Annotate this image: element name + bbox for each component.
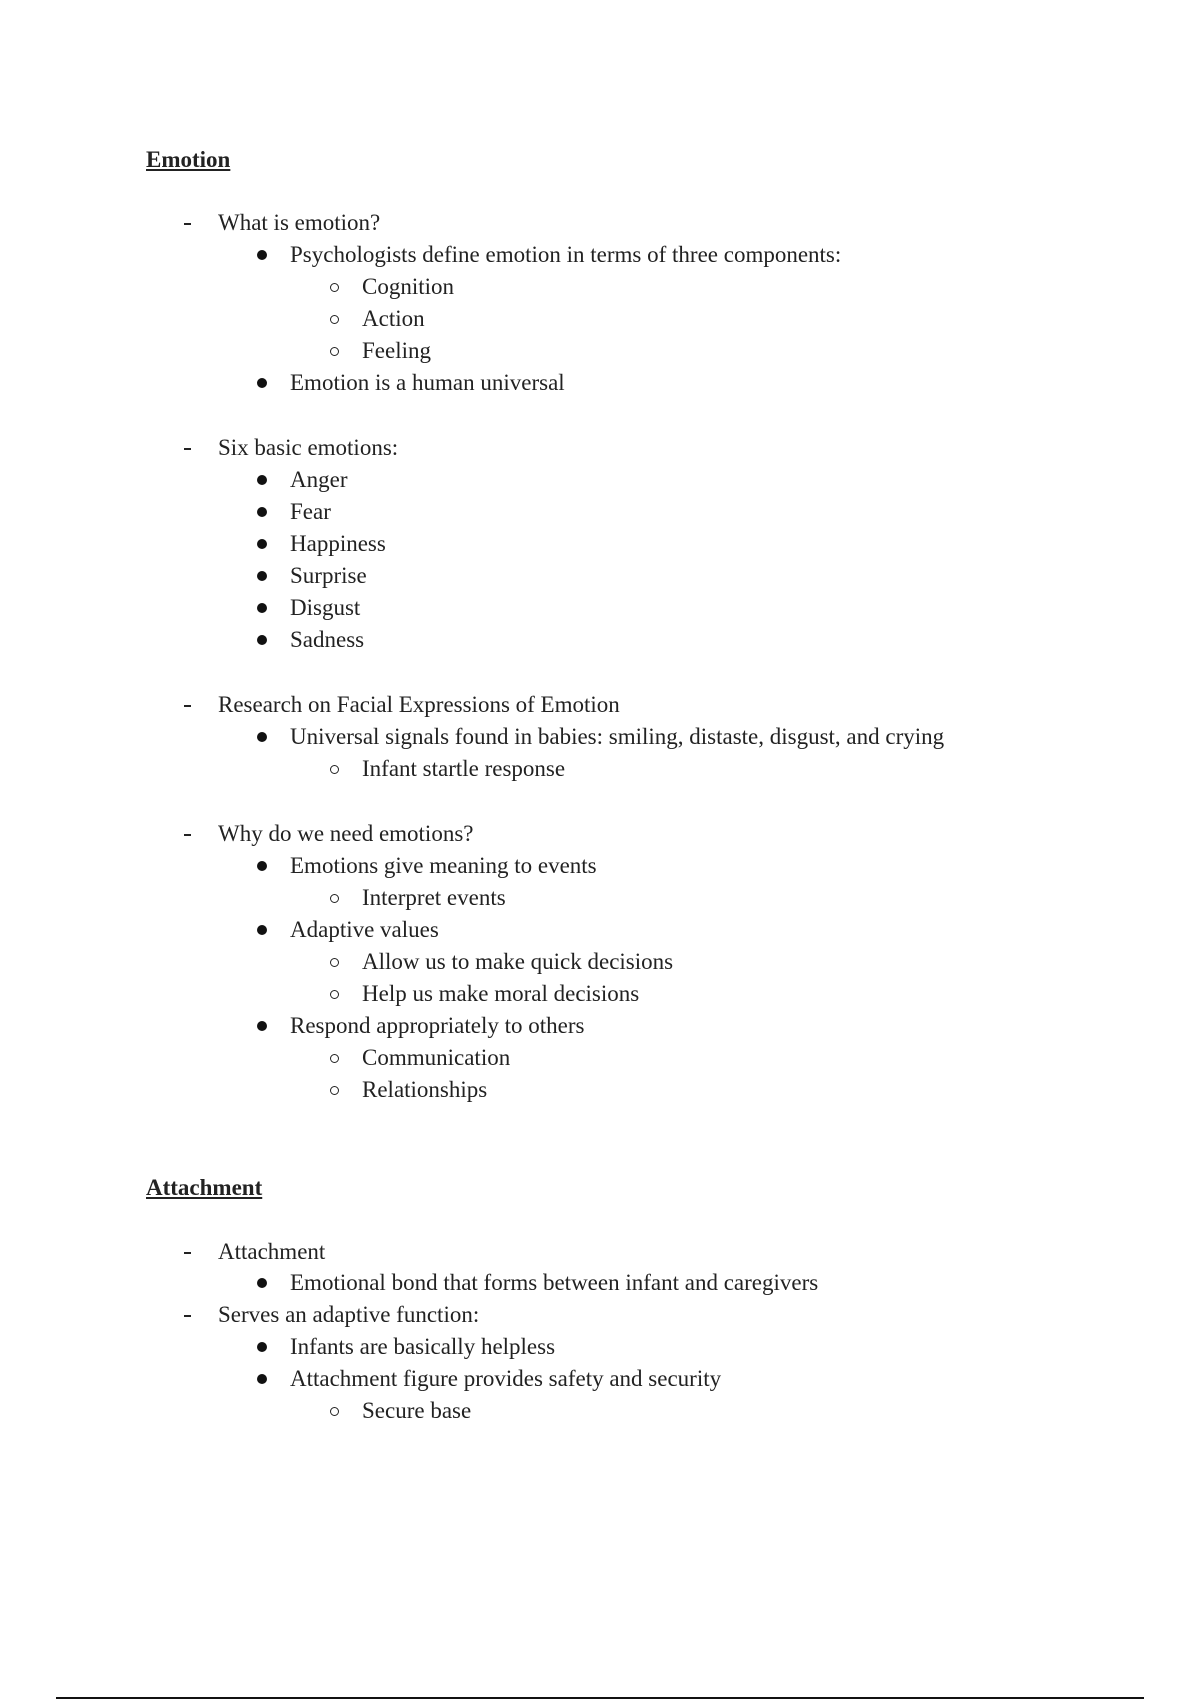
list-item <box>290 367 565 399</box>
list-item-text: Why do we need emotions? <box>218 821 474 846</box>
list-item <box>362 978 639 1010</box>
disc-bullet-icon <box>257 925 267 935</box>
list-item <box>290 496 331 528</box>
list-item <box>218 1236 325 1268</box>
list-item <box>290 592 360 624</box>
list-item <box>218 1299 479 1331</box>
list-item-text: Universal signals found in babies: smiling, distaste, disgust, and crying <box>290 724 945 749</box>
list-item-text: Six basic emotions: <box>218 435 399 460</box>
list-item-text: Surprise <box>290 563 367 588</box>
list-item-text: Anger <box>290 467 348 492</box>
disc-bullet-icon <box>257 1021 267 1031</box>
list-item-text: Adaptive values <box>290 917 439 942</box>
page-bottom-rule <box>56 1697 1144 1699</box>
list-item <box>290 1010 584 1042</box>
list-item <box>218 207 380 239</box>
dash-bullet-icon <box>184 1315 191 1317</box>
list-item-text: Sadness <box>290 627 365 652</box>
list-item-text: Relationships <box>362 1077 488 1102</box>
list-item-text: Emotion is a human universal <box>290 370 565 395</box>
list-item-text: Disgust <box>290 595 361 620</box>
list-item-text: Feeling <box>362 338 431 363</box>
disc-bullet-icon <box>257 250 267 260</box>
list-item-text: Emotional bond that forms between infant and caregivers <box>290 1270 819 1295</box>
list-item <box>362 753 565 785</box>
section-heading-attachment: Attachment <box>146 1175 263 1200</box>
list-item-text: Research on Facial Expressions of Emotion <box>218 692 620 717</box>
circle-bullet-icon <box>330 283 339 292</box>
circle-bullet-icon <box>330 315 339 324</box>
list-item-text: What is emotion? <box>218 210 381 235</box>
list-item-text: Infant startle response <box>362 756 566 781</box>
list-item-text: Help us make moral decisions <box>362 981 640 1006</box>
list-item <box>290 721 944 753</box>
list-item <box>362 1042 510 1074</box>
disc-bullet-icon <box>257 1278 267 1288</box>
disc-bullet-icon <box>257 861 267 871</box>
disc-bullet-icon <box>257 635 267 645</box>
list-item-text: Cognition <box>362 274 455 299</box>
list-item-text: Emotions give meaning to events <box>290 853 597 878</box>
disc-bullet-icon <box>257 732 267 742</box>
disc-bullet-icon <box>257 507 267 517</box>
circle-bullet-icon <box>330 990 339 999</box>
circle-bullet-icon <box>330 958 339 967</box>
section-heading-emotion: Emotion <box>146 147 231 172</box>
list-item <box>290 624 364 656</box>
disc-bullet-icon <box>257 539 267 549</box>
list-item <box>362 946 673 978</box>
list-item <box>362 271 454 303</box>
list-item-text: Secure base <box>362 1398 472 1423</box>
disc-bullet-icon <box>257 1342 267 1352</box>
list-item <box>290 560 367 592</box>
disc-bullet-icon <box>257 378 267 388</box>
list-item-text: Allow us to make quick decisions <box>362 949 674 974</box>
list-item <box>362 1074 487 1106</box>
list-item <box>290 850 597 882</box>
list-item-text: Serves an adaptive function: <box>218 1302 480 1327</box>
list-item-text: Communication <box>362 1045 511 1070</box>
circle-bullet-icon <box>330 1086 339 1095</box>
list-item <box>362 1395 471 1427</box>
list-item <box>362 303 425 335</box>
list-item <box>290 1267 818 1299</box>
list-item <box>362 882 506 914</box>
list-item-text: Interpret events <box>362 885 506 910</box>
list-item-text: Respond appropriately to others <box>290 1013 585 1038</box>
dash-bullet-icon <box>184 448 191 450</box>
list-item <box>362 335 431 367</box>
circle-bullet-icon <box>330 1054 339 1063</box>
dash-bullet-icon <box>184 705 191 707</box>
list-item-text: Fear <box>290 499 331 524</box>
circle-bullet-icon <box>330 347 339 356</box>
dash-bullet-icon <box>184 834 191 836</box>
list-item-text: Happiness <box>290 531 386 556</box>
list-item <box>218 432 398 464</box>
disc-bullet-icon <box>257 603 267 613</box>
list-item <box>290 1363 721 1395</box>
list-item <box>218 689 620 721</box>
disc-bullet-icon <box>257 571 267 581</box>
list-item <box>290 528 386 560</box>
circle-bullet-icon <box>330 1407 339 1416</box>
dash-bullet-icon <box>184 1252 191 1254</box>
list-item-text: Infants are basically helpless <box>290 1334 556 1359</box>
disc-bullet-icon <box>257 1374 267 1384</box>
list-item <box>290 239 841 271</box>
list-item-text: Psychologists define emotion in terms of three components: <box>290 242 842 267</box>
list-item-text: Action <box>362 306 425 331</box>
circle-bullet-icon <box>330 765 339 774</box>
dash-bullet-icon <box>184 223 191 225</box>
list-item <box>290 914 439 946</box>
list-item-text: Attachment figure provides safety and security <box>290 1366 722 1391</box>
list-item <box>290 1331 555 1363</box>
circle-bullet-icon <box>330 894 339 903</box>
list-item <box>218 818 473 850</box>
list-item <box>290 464 347 496</box>
disc-bullet-icon <box>257 475 267 485</box>
list-item-text: Attachment <box>218 1239 326 1264</box>
